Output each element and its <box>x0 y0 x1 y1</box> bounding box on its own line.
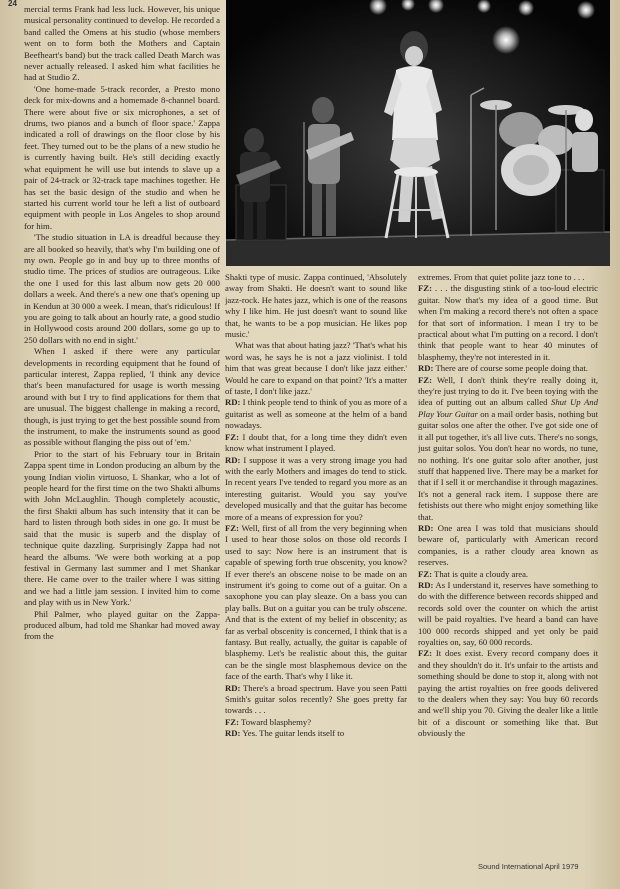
paragraph-text: Phil Palmer, who played guitar on the Zappa-produced album, had told me Shankar had moved away from the <box>24 608 220 642</box>
interview-question <box>225 728 407 739</box>
paragraph <box>24 449 220 609</box>
paragraph-text: Prior to the start of his February tour in Britain Zappa spent time in London producing an album by the young Indian violin virtuoso, L Shankar, who a lot of people heard for the first time on the two Shakti albums with John McLaughlin. Though completely acoustic, the first Shakti album has such intensity that it can be hard to listen through both sides in one go. It must be said that the music is superb and the display of technique quite dazzling. Surprisingly Zappa had not heard the albums. 'We were both working at a pop festival in Germany last summer and I met Shankar there. He came over to the trailer where I was sitting and we had a little jam session. I invited him to come and play with us in New York.' <box>24 448 220 608</box>
paragraph <box>24 232 220 346</box>
speaker-label: RD: <box>418 579 434 590</box>
paragraph <box>24 346 220 449</box>
interview-answer <box>225 432 407 455</box>
paragraph <box>24 609 220 643</box>
interview-answer <box>418 569 598 580</box>
paragraph-text: Shakti type of music. Zappa continued, 'Absolutely away from Shakti. He doesn't want to sound like jazz-rock. He hates jazz, which is one of the reasons why I like him. He just doesn't want to sound like that, he wants to be a pop musician. He likes pop music.' <box>225 272 407 340</box>
paragraph <box>225 340 407 397</box>
article-column-3 <box>418 272 598 852</box>
speaker-label: FZ: <box>418 374 432 385</box>
paragraph-text: 'The studio situation in LA is dreadful because they are all booked so heavily, that's why I'm building one of my own. People go in and buy up to three months of studio time. The prices of studios are outrageous. Like the one I used for this last album now gets 20 000 dollars a week. And there's a new one that's opening up in Kendun at 30 000 a week. I mean, that's ridiculous! If you are going to talk about an hourly rate, a good studio in Hollywood costs around 200 dollars, some go up to 250 dollars with no end in sight.' <box>24 232 220 345</box>
speaker-label: FZ: <box>418 648 432 659</box>
speaker-label: RD: <box>225 397 241 408</box>
article-column-1 <box>24 4 220 864</box>
answer-text: That is quite a cloudy area. <box>434 568 529 579</box>
paragraph <box>418 272 598 283</box>
speaker-label: FZ: <box>225 522 239 533</box>
paragraph <box>225 272 407 340</box>
question-text: I think people tend to think of you as more of a guitarist as well as someone at the helm of a band nowadays. <box>225 397 407 431</box>
paragraph-text: What was that about hating jazz? 'That's what his word was, he says he is not a jazz violinist. I told him that was great because I don't like jazz either.' Would he care to expand on that point? 'It's a matter of taste, I don't like jazz.' <box>225 340 407 397</box>
interview-answer <box>225 523 407 683</box>
paragraph <box>24 4 220 84</box>
interview-answer <box>418 283 598 363</box>
question-text: There are of course some people doing that. <box>435 363 588 374</box>
speaker-label: RD: <box>225 682 241 693</box>
paragraph <box>24 84 220 232</box>
speaker-label: RD: <box>418 363 434 374</box>
paragraph-text: mercial terms Frank had less luck. However, his unique musical personality continued to develop. He recorded a band called the Omens at his studio (whose members went on to form both the Mothers and Captain Beefheart's band) but the track called Death March was never actually released. I asked him what facilities he had at Studio Z. <box>24 4 220 83</box>
paragraph-text: When I asked if there were any particular developments in recording equipment that he found of particular interest, Zappa replied, 'I think any device that's been manufactured for usage is worth messing around with but I try to find applications for them that are unusual. The biggest challenge in making a record, though, is just trying to get the best possible sound from the instrument, to make the instruments sound as good as possible without flanging the piss out of 'em.' <box>24 346 220 448</box>
answer-text: I doubt that, for a long time they didn't even know what instrument I played. <box>225 431 407 454</box>
speaker-label: RD: <box>418 522 434 533</box>
answer-text: Toward blasphemy? <box>241 716 312 727</box>
speaker-label: RD: <box>225 454 241 465</box>
speaker-label: FZ: <box>225 716 239 727</box>
interview-question <box>418 580 598 648</box>
speaker-label: RD: <box>225 728 241 739</box>
question-text: One area I was told that musicians should beware of, particularly with American record companies, is a rather cloudy area known as reserves. <box>418 522 598 568</box>
interview-question <box>225 397 407 431</box>
paragraph-text: extremes. From that quiet polite jazz tone to . . . <box>418 272 585 282</box>
interview-answer <box>225 717 407 728</box>
interview-question <box>418 523 598 569</box>
speaker-label: FZ: <box>418 568 432 579</box>
question-text: Yes. The guitar lends itself to <box>242 728 345 739</box>
interview-question <box>418 363 598 374</box>
emphasis-text: obscene <box>376 602 405 613</box>
question-text: I suppose it was a very strong image you had with the early Mothers and images do tend to stick. In recent years I've tended to regard you more as an interesting guitarist. Would you say you've developed musically and that the guitar has become more of a means of expression for you? <box>225 454 407 522</box>
question-text: There's a broad spectrum. Have you seen Patti Smith's guitar solos recently? She goes pretty far towards . . . <box>225 682 407 716</box>
interview-question <box>225 455 407 523</box>
page-number: 24 <box>8 0 17 8</box>
answer-text: . . . the disgusting stink of a too-loud electric guitar. Now that's my idea of a good time. But when I'm making a record there's not often a space for that sort of information. I mean I try to be practical about what I'm putting on a record. I don't think that people want to hear 40 minutes of blasphemy, they're not interested in it. <box>418 283 598 362</box>
speaker-label: FZ: <box>418 283 432 294</box>
answer-text: on a mail order basis, nothing but guitar solos one after the other. I've got side one of it all put together, it's all live cuts. There's no songs, just guitar solos. You don't hear no words, no tune, no nothing. It's one guitar solo after another, just stuff that happened live. There may be a market for that if I sell it or merchandise it through magazines. It's not a general rack item. I suppose there are fetishists out there who might enjoy something like that. <box>418 408 598 522</box>
answer-text: It does exist. Every record company does it and they shouldn't do it. It's unfair to the artists and something should be done to stop it, along with not paying the artist royalties on free goods delivered to the dealers when they say: You buy 60 records and we'll ship you 70. Giving the dealer like a little bit of a discount or something like that. But obviously the <box>418 648 598 739</box>
page-footer: Sound International April 1979 <box>478 862 579 871</box>
article-column-2 <box>225 272 407 852</box>
concert-photo <box>226 0 610 266</box>
speaker-label: FZ: <box>225 431 239 442</box>
paragraph-text: 'One home-made 5-track recorder, a Presto mono deck for mix-downs and a homemade 8-channel board. There were about five or six microphones, a set of drums, two pianos and a bunch of floor space.' Zappa indicated a roll of drawings on the floor close by his feet. They turned out to be the plans of a new studio he is currently having built. He's still deciding exactly what equipment he will use but intends to slave up a pair of 24-track or 32-track tape machines together. He has set the basic design of the studio and when he started his current world tour he left a list of outboard equipment with people in Los Angeles to shop around for him. <box>24 83 220 231</box>
interview-answer <box>418 375 598 523</box>
answer-text: Well, first of all from the very beginning when I used to hear those solos on those old records I used to say: Now here is an instrument that is capable of spewing forth true obscenity, you know? If ever there's an obscene noise to be made on an instrument it's going to come out of a guitar. On a saxophone you can play sleaze. On a bass you can play balls. But on a guitar you can be truly <box>225 522 407 613</box>
answer-text: Well, I don't think they're really doing it, they're just trying to do it. I've been toying with the idea of putting out an album called <box>418 374 598 408</box>
answer-text: . And that is the extent of my belief in obscenity; as far as verbal obscenity is concerned, I think that is a fantasy. But really, actually, the guitar is capable of blasphemy. Let's be realistic about this, the guitar can be the single most blasphemous device on the face of the earth. That's why I like it. <box>225 602 407 682</box>
interview-question <box>225 683 407 717</box>
question-text: As I understand it, reserves have something to do with the difference between records shipped and records sold over the counter on which the artist will be paid royalties. I've heard a band can have 100 000 records shipped and yet only be paid royalties on, say, 60 000 records. <box>418 579 598 647</box>
interview-answer <box>418 648 598 739</box>
concert-photo-icon <box>226 0 610 266</box>
album-title-text: Shut Up And Play Your Guitar <box>418 397 598 419</box>
